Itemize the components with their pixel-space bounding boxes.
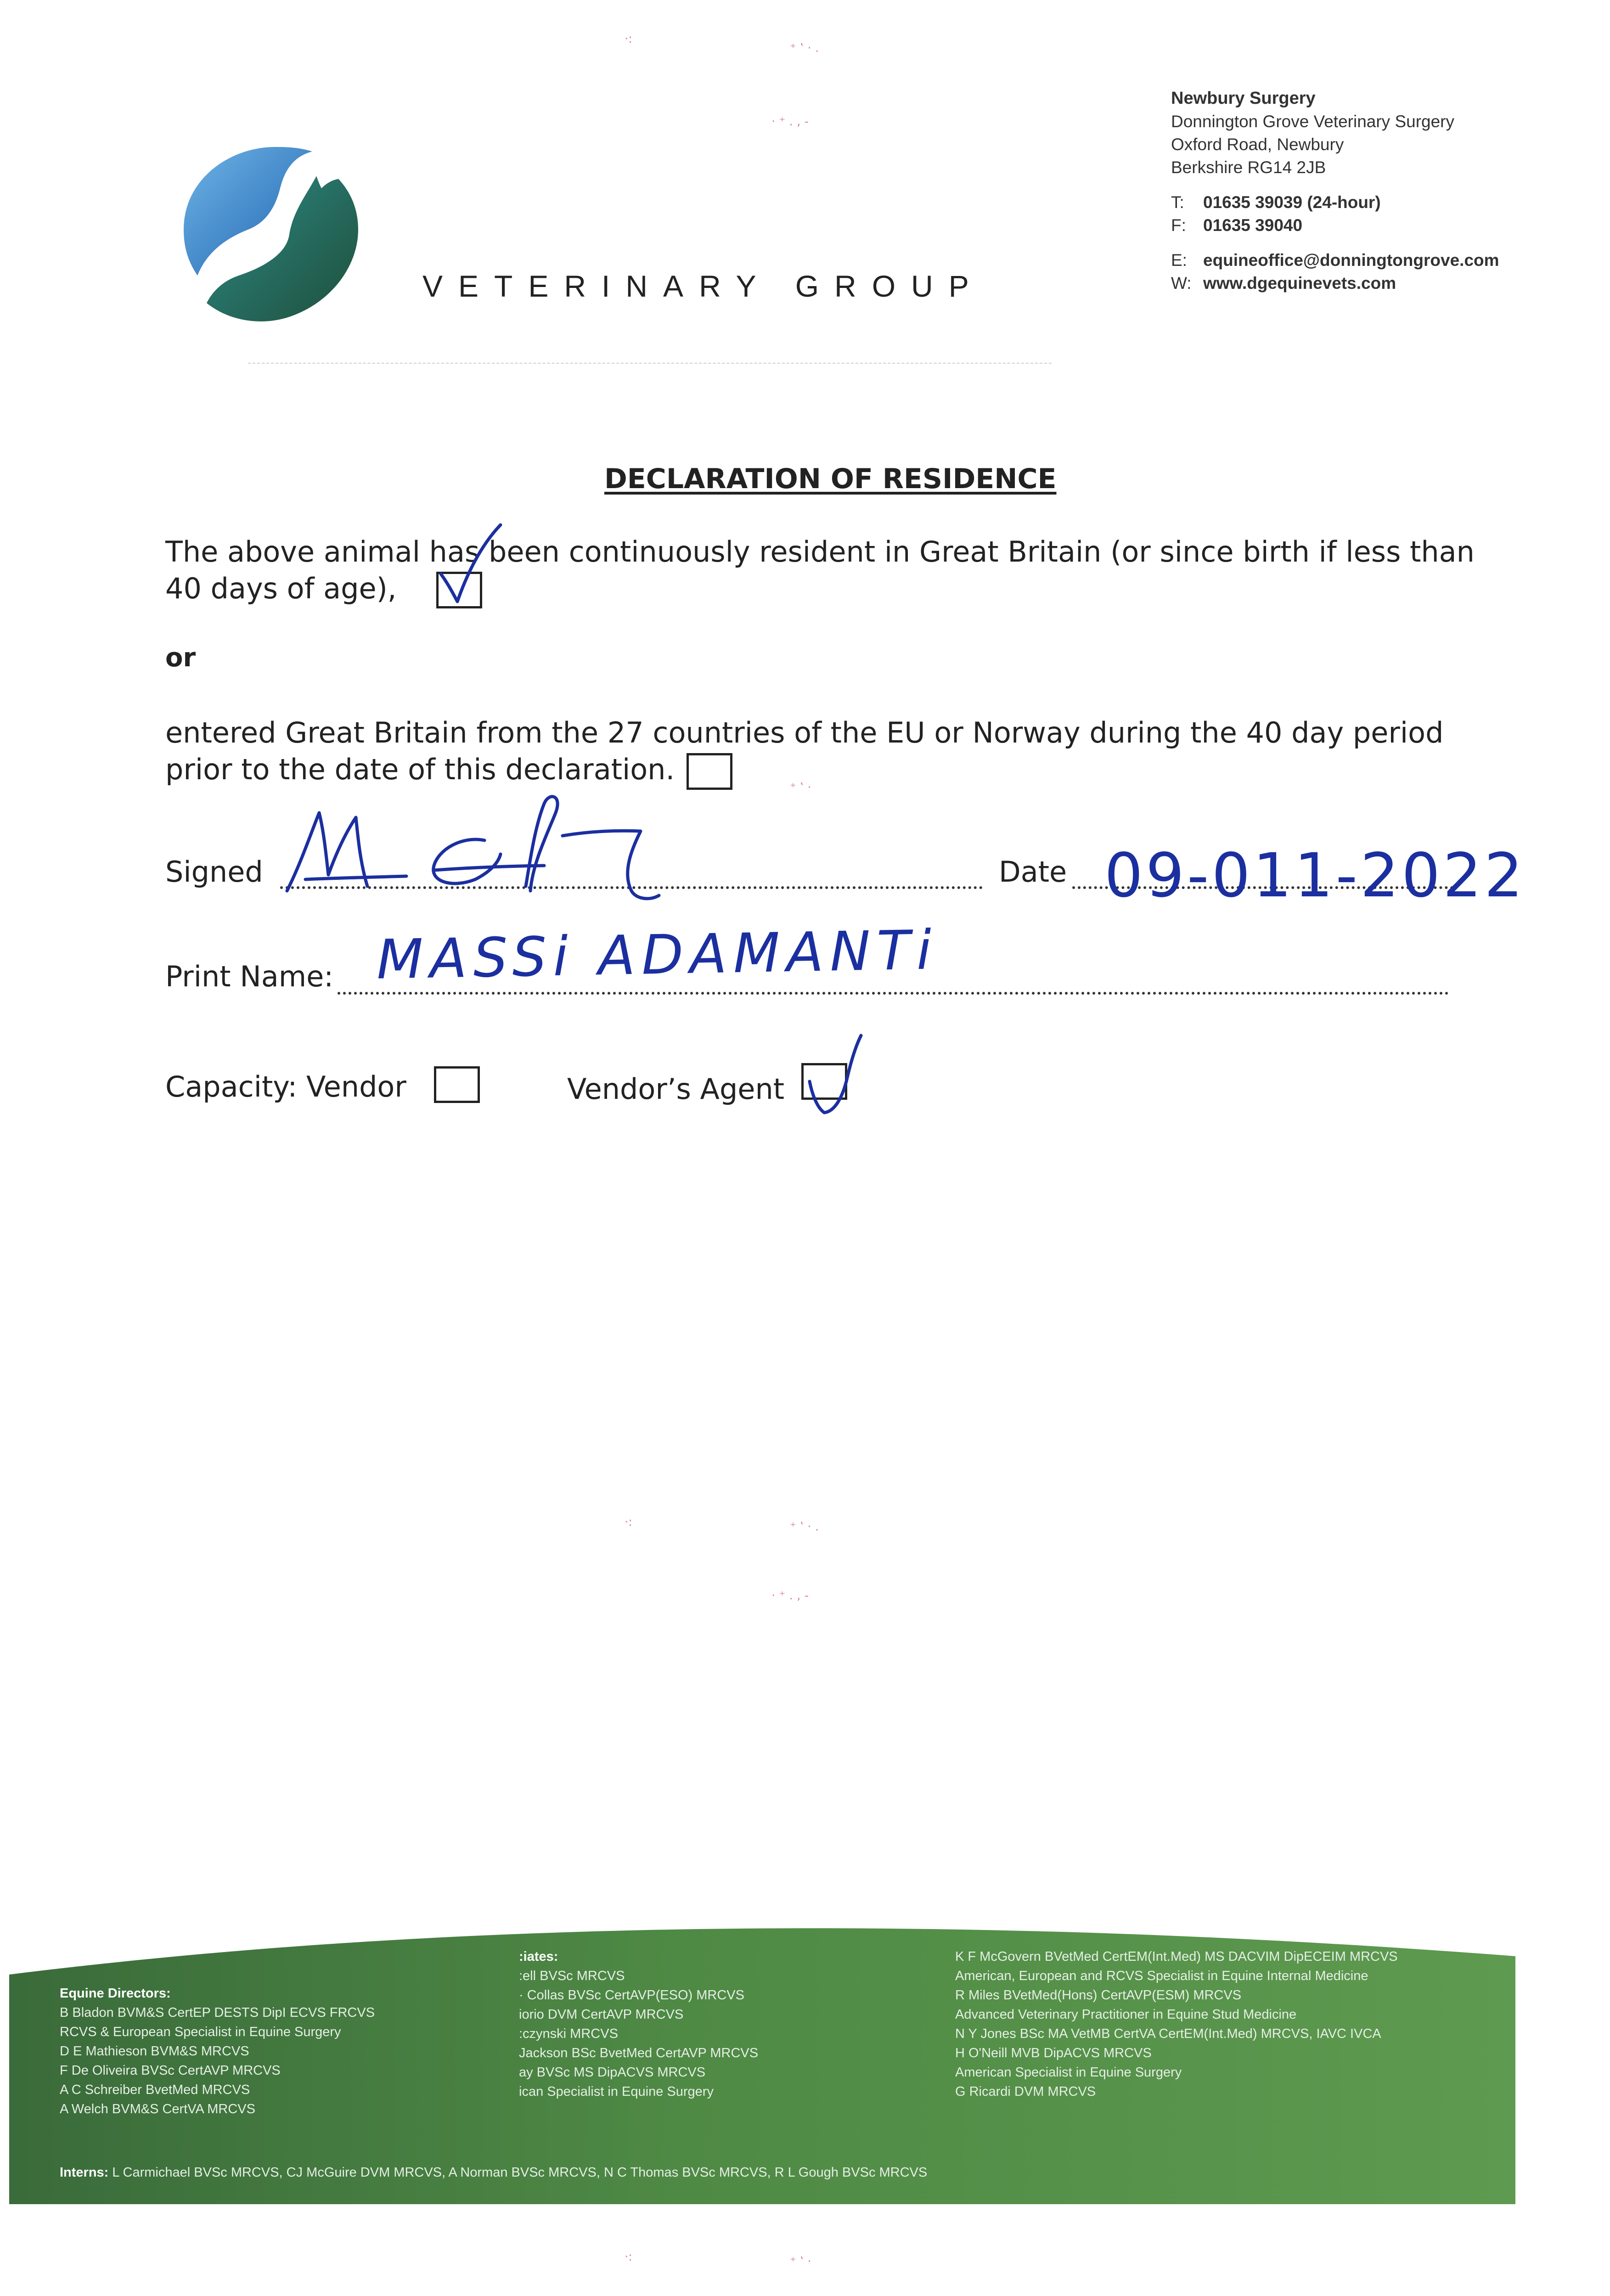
scan-speck: ⁺ ‛ · — [790, 781, 811, 794]
scan-speck: ⁺ ‛ · — [790, 2255, 811, 2268]
residence-statement: 40 days of age), — [165, 572, 397, 605]
scan-speck: ⁺ ‛ · . — [790, 1520, 819, 1534]
address-line: Donnington Grove Veterinary Surgery — [1171, 112, 1455, 131]
email: E: equineoffice@donningtongrove.com — [1171, 251, 1499, 270]
entered-checkbox[interactable] — [687, 753, 732, 790]
scan-speck: ·: — [625, 1515, 633, 1529]
entry-statement: prior to the date of this declaration. — [165, 753, 675, 786]
associates: :iates: :ell BVSc MRCVS · Collas BVSc CertAVP(ESO) MRCVS iorio DVM CertAVP MRCVS :czynski MRCVS Jackson BSc BvetMed CertAVP MRCVS ay BVSc MS DipACVS MRCVS ican Specialist in Equine Surgery — [519, 1949, 759, 2099]
scan-speck: ·: — [625, 2250, 633, 2264]
equine-directors: Equine Directors: B Bladon BVM&S CertEP DESTS DipI ECVS FRCVS RCVS & European Specialist in Equine Surgery D E Mathieson BVM&S MRCVS F De Oliveira BVSc CertAVP MRCVS A C Schreiber BvetMed MRCVS A Welch BVM&S CertVA MRCVS — [60, 1986, 375, 2116]
print-name-line[interactable] — [338, 992, 1449, 995]
header-divider — [248, 363, 1052, 364]
print-name-label: Print Name: — [165, 960, 334, 993]
vendors-agent-check-mark — [792, 1031, 870, 1118]
fax: F: 01635 39040 — [1171, 216, 1303, 235]
date-label: Date — [999, 855, 1067, 889]
resident-check-mark — [427, 521, 505, 608]
address-line: Berkshire RG14 2JB — [1171, 158, 1326, 177]
address-line: Oxford Road, Newbury — [1171, 135, 1344, 154]
date-value: 09-011-2022 — [1104, 840, 1526, 911]
specialists: K F McGovern BVetMed CertEM(Int.Med) MS DACVIM DipECEIM MRCVS American, European and RCVS Specialist in Equine Internal Medicine R Miles BVetMed(Hons) CertAVP(ESM) MRCVS Advanced Veterinary Practitioner in Equine Stud Medicine N Y Jones BSc MA VetMB CertVA CertEM(Int.Med) MRCVS, IAVC IVCA H O'Neill MVB DipACVS MRCVS American Specialist in Equine Surgery G Ricardi DVM MRCVS — [955, 1949, 1398, 2099]
print-name-value: MASSi ADAMANTi — [376, 918, 939, 991]
handwritten-signature — [269, 781, 682, 914]
capacity-vendor-label: Capacity: Vendor — [165, 1070, 406, 1103]
contact-block — [1171, 86, 1584, 295]
surgery-name: Newbury Surgery — [1171, 89, 1316, 108]
scan-speck: · ⁺ . ‚ - — [771, 1589, 809, 1603]
veterinary-group-logo — [175, 138, 367, 331]
document-title: DECLARATION OF RESIDENCE — [604, 463, 1057, 495]
scan-speck: ⁺ ‛ · . — [790, 41, 819, 55]
signed-label: Signed — [165, 855, 263, 889]
entry-statement: entered Great Britain from the 27 countries of the EU or Norway during the 40 day period — [165, 716, 1444, 749]
residence-statement: The above animal has been continuously resident in Great Britain (or since birth if less than — [165, 535, 1475, 568]
website: W: www.dgequinevets.com — [1171, 274, 1396, 293]
telephone: T: 01635 39039 (24-hour) — [1171, 193, 1381, 212]
organization-name: VETERINARY GROUP — [422, 269, 985, 303]
interns: Interns: L Carmichael BVSc MRCVS, CJ McGuire DVM MRCVS, A Norman BVSc MRCVS, N C Thomas BVSc MRCVS, R L Gough BVSc MRCVS — [60, 2165, 928, 2180]
scan-speck: · ⁺ . ‚ - — [771, 115, 809, 129]
vendor-checkbox[interactable] — [434, 1066, 480, 1103]
scan-speck: ·: — [625, 32, 633, 46]
vendors-agent-label: Vendor’s Agent — [567, 1072, 785, 1106]
or-label: or — [165, 643, 196, 673]
